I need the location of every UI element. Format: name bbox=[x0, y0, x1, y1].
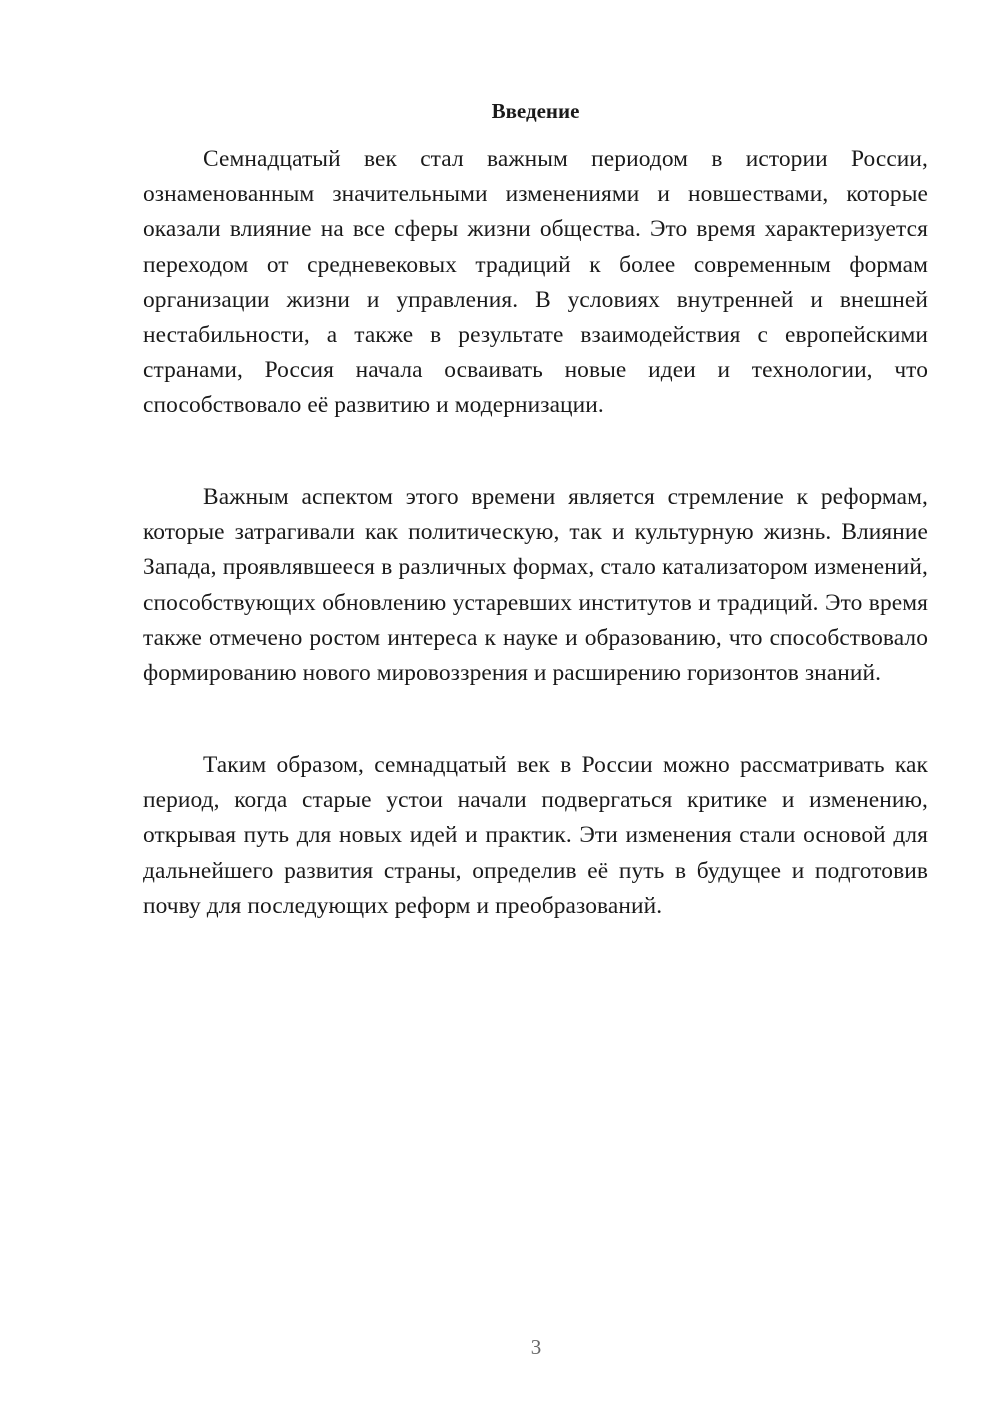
paragraph-1: Семнадцатый век стал важным периодом в истории России, ознаменованным значительными изменениями и новшествами, которые оказали влияние на все сферы жизни общества. Это время характеризуется переходом от средневековых традиций к более современным формам организации жизни и управления. В условиях внутренней и внешней нестабильности, а также в результате взаимодействия с европейскими странами, Россия начала осваивать новые идеи и технологии, что способствовало её развитию и модернизации. bbox=[143, 146, 928, 419]
section-title: Введение bbox=[491, 99, 580, 123]
paragraph-3: Таким образом, семнадцатый век в России можно рассматривать как период, когда старые устои начали подвергаться критике и изменению, открывая путь для новых идей и практик. Эти изменения стали основой для дальнейшего развития страны, определив её путь в будущее и подготовив почву для последующих реформ и преобразований. bbox=[143, 752, 928, 919]
page-number: 3 bbox=[530, 1335, 542, 1359]
paragraph-2: Важным аспектом этого времени является стремление к реформам, которые затрагивали как политическую, так и культурную жизнь. Влияние Запада, проявлявшееся в различных формах, стало катализатором изменений, способствующих обновлению устаревших институтов и традиций. Это время также отмечено ростом интереса к науке и образованию, что способствовало формированию нового мировоззрения и расширению горизонтов знаний. bbox=[143, 484, 928, 687]
